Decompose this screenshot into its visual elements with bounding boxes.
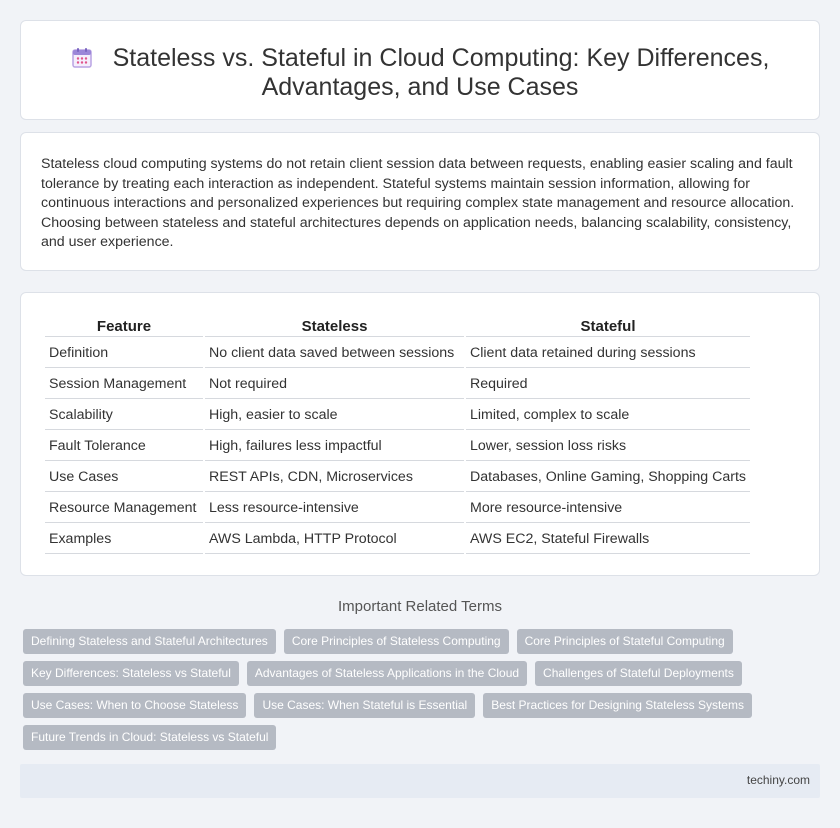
intro-card — [20, 132, 820, 271]
table-cell-stateful: Required — [466, 370, 750, 399]
table-header-feature: Feature — [45, 317, 203, 337]
table-cell-stateless: High, failures less impactful — [205, 432, 464, 461]
related-term-tag[interactable]: Advantages of Stateless Applications in the Cloud — [247, 661, 527, 686]
table-cell-feature: Definition — [45, 339, 203, 368]
table-cell-feature: Resource Management — [45, 494, 203, 523]
table-cell-feature: Use Cases — [45, 463, 203, 492]
related-term-tag[interactable]: Best Practices for Designing Stateless Systems — [483, 693, 752, 718]
footer-site-link[interactable]: techiny.com — [746, 773, 810, 787]
table-cell-stateless: Not required — [205, 370, 464, 399]
related-term-tag[interactable]: Use Cases: When Stateful is Essential — [254, 693, 475, 718]
table-header-stateless: Stateless — [205, 317, 464, 337]
table-cell-stateless: Less resource-intensive — [205, 494, 464, 523]
page-title: Stateless vs. Stateful in Cloud Computing: Key Differences, Advantages, and Use Cases — [112, 44, 770, 101]
table-cell-feature: Fault Tolerance — [45, 432, 203, 461]
table-cell-feature: Examples — [45, 525, 203, 554]
related-term-tag[interactable]: Future Trends in Cloud: Stateless vs Stateful — [23, 725, 276, 750]
related-term-tag[interactable]: Use Cases: When to Choose Stateless — [23, 693, 246, 718]
table-cell-stateless: High, easier to scale — [205, 401, 464, 430]
table-cell-stateful: More resource-intensive — [466, 494, 750, 523]
table-cell-stateless: No client data saved between sessions — [205, 339, 464, 368]
table-cell-stateful: Client data retained during sessions — [466, 339, 750, 368]
table-row — [45, 432, 750, 461]
related-term-tag[interactable]: Defining Stateless and Stateful Architectures — [23, 629, 276, 654]
related-term-tag[interactable]: Challenges of Stateful Deployments — [535, 661, 742, 686]
table-cell-stateful: Databases, Online Gaming, Shopping Carts — [466, 463, 750, 492]
table-row — [45, 525, 750, 554]
table-cell-feature: Scalability — [45, 401, 203, 430]
related-terms-title: Important Related Terms — [338, 598, 502, 615]
footer — [20, 764, 820, 798]
table-cell-stateful: Lower, session loss risks — [466, 432, 750, 461]
table-cell-stateless: REST APIs, CDN, Microservices — [205, 463, 464, 492]
table-cell-stateful: AWS EC2, Stateful Firewalls — [466, 525, 750, 554]
title-card — [20, 20, 820, 120]
table-cell-stateless: AWS Lambda, HTTP Protocol — [205, 525, 464, 554]
table-row — [45, 463, 750, 492]
related-term-tag[interactable]: Core Principles of Stateless Computing — [284, 629, 509, 654]
table-row — [45, 370, 750, 399]
table-row — [45, 401, 750, 430]
table-card — [20, 292, 820, 576]
page-title-wrap — [21, 44, 819, 102]
table-row — [45, 339, 750, 368]
table-header-stateful: Stateful — [466, 317, 750, 337]
intro-paragraph: Stateless cloud computing systems do not retain client session data between requests, enabling easier scaling and fault tolerance by treating each interaction as independent. Stateful systems maintain session information, allowing for continuous interactions and personalized experiences but requiring complex state management and resource allocation. Choosing between stateless and stateful architectures depends on application needs, balancing scalability, consistency, and user experience. — [41, 156, 795, 250]
comparison-table — [43, 315, 752, 556]
calendar-icon — [71, 47, 93, 69]
table-cell-stateful: Limited, complex to scale — [466, 401, 750, 430]
related-term-tag[interactable]: Key Differences: Stateless vs Stateful — [23, 661, 239, 686]
table-header-row — [45, 317, 750, 337]
table-cell-feature: Session Management — [45, 370, 203, 399]
related-term-tag[interactable]: Core Principles of Stateful Computing — [517, 629, 733, 654]
related-terms-tags — [23, 629, 823, 757]
table-row — [45, 494, 750, 523]
